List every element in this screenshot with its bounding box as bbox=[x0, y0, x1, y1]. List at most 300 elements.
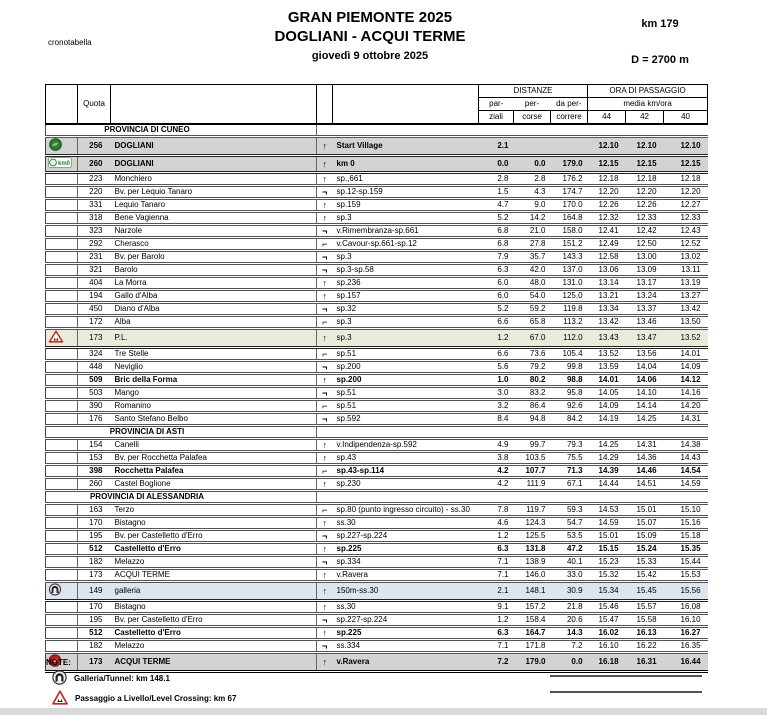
time-42-cell: 15.24 bbox=[626, 543, 664, 556]
dist-dapercorrere-cell bbox=[551, 137, 588, 156]
time-44-cell: 13.52 bbox=[588, 348, 626, 361]
quota-cell: 398 bbox=[78, 465, 111, 478]
dist-parziali-cell: 6.3 bbox=[479, 264, 514, 277]
dist-percorse-cell: 146.0 bbox=[514, 569, 551, 582]
time-42-cell: 15.33 bbox=[626, 556, 664, 569]
location-cell: Diano d'Alba bbox=[111, 303, 317, 316]
road-cell: sp.230 bbox=[333, 478, 479, 491]
dist-dapercorrere-cell: 7.2 bbox=[551, 640, 588, 653]
location-cell: Canelli bbox=[111, 439, 317, 452]
quota-cell: 163 bbox=[78, 504, 111, 517]
dist-parziali-cell: 6.6 bbox=[479, 348, 514, 361]
percorse-header-bottom: corse bbox=[514, 111, 551, 124]
time-42-cell: 14.04 bbox=[626, 361, 664, 374]
timetable-row bbox=[46, 186, 708, 199]
road-cell: sp.159 bbox=[333, 199, 479, 212]
dist-percorse-cell: 83.2 bbox=[514, 387, 551, 400]
dist-parziali-cell: 3.8 bbox=[479, 452, 514, 465]
direction-straight-icon: ↑ bbox=[317, 374, 333, 387]
timetable-row bbox=[46, 225, 708, 238]
time-42-cell: 13.47 bbox=[626, 329, 664, 348]
quota-cell: 503 bbox=[78, 387, 111, 400]
dist-parziali-cell: 6.8 bbox=[479, 238, 514, 251]
dist-percorse-cell: 42.0 bbox=[514, 264, 551, 277]
timetable-row bbox=[46, 627, 708, 640]
dist-parziali-cell: 8.4 bbox=[479, 413, 514, 426]
dist-percorse-cell: 80.2 bbox=[514, 374, 551, 387]
time-42-cell: 14.46 bbox=[626, 465, 664, 478]
start-icon bbox=[46, 137, 78, 156]
time-40-cell: 12.10 bbox=[664, 137, 708, 156]
time-44-cell: 12.58 bbox=[588, 251, 626, 264]
time-44-cell: 15.15 bbox=[588, 543, 626, 556]
dist-dapercorrere-cell: 40.1 bbox=[551, 556, 588, 569]
dist-parziali-cell: 4.2 bbox=[479, 478, 514, 491]
road-cell: Start Village bbox=[333, 137, 479, 156]
dist-percorse-cell: 138.9 bbox=[514, 556, 551, 569]
quota-cell: 172 bbox=[78, 316, 111, 329]
dist-dapercorrere-cell: 105.4 bbox=[551, 348, 588, 361]
dist-percorse-cell: 171.8 bbox=[514, 640, 551, 653]
dist-parziali-cell: 1.2 bbox=[479, 614, 514, 627]
timetable bbox=[45, 84, 708, 673]
speed-42-header: 42 bbox=[626, 111, 664, 124]
time-44-cell: 12.18 bbox=[588, 173, 626, 186]
direction-right-icon: ¬ bbox=[317, 556, 333, 569]
time-42-cell: 13.09 bbox=[626, 264, 664, 277]
quota-cell: 509 bbox=[78, 374, 111, 387]
time-40-cell: 13.27 bbox=[664, 290, 708, 303]
quota-cell: 390 bbox=[78, 400, 111, 413]
location-cell: Alba bbox=[111, 316, 317, 329]
dist-percorse-cell: 148.1 bbox=[514, 582, 551, 601]
title-block bbox=[200, 8, 540, 62]
direction-straight-icon: ↑ bbox=[317, 478, 333, 491]
time-40-cell: 14.01 bbox=[664, 348, 708, 361]
quota-cell: 195 bbox=[78, 530, 111, 543]
dist-parziali-cell: 6.0 bbox=[479, 290, 514, 303]
dist-percorse-cell: 48.0 bbox=[514, 277, 551, 290]
dist-percorse-cell: 157.2 bbox=[514, 601, 551, 614]
time-42-cell: 16.22 bbox=[626, 640, 664, 653]
dist-parziali-cell: 5.2 bbox=[479, 212, 514, 225]
timetable-row bbox=[46, 199, 708, 212]
location-cell: Narzole bbox=[111, 225, 317, 238]
road-cell: km 0 bbox=[333, 156, 479, 173]
quota-cell: 512 bbox=[78, 627, 111, 640]
time-42-cell: 13.24 bbox=[626, 290, 664, 303]
row-icon-cell bbox=[46, 569, 78, 582]
time-42-cell: 14.14 bbox=[626, 400, 664, 413]
direction-left-icon: ⌐ bbox=[317, 465, 333, 478]
parziali-header-top: par- bbox=[479, 98, 514, 111]
dist-parziali-cell: 3.0 bbox=[479, 387, 514, 400]
timetable-row bbox=[46, 277, 708, 290]
dist-parziali-cell: 6.8 bbox=[479, 225, 514, 238]
dist-dapercorrere-cell: 21.8 bbox=[551, 601, 588, 614]
dist-percorse-cell: 59.2 bbox=[514, 303, 551, 316]
time-40-cell: 12.18 bbox=[664, 173, 708, 186]
direction-right-icon: ¬ bbox=[317, 251, 333, 264]
notes-title: NOTE: bbox=[46, 658, 71, 667]
row-icon-cell bbox=[46, 238, 78, 251]
time-44-cell: 15.47 bbox=[588, 614, 626, 627]
location-cell: Rocchetta Palafea bbox=[111, 465, 317, 478]
direction-right-icon: ¬ bbox=[317, 361, 333, 374]
timetable-row bbox=[46, 329, 708, 348]
timetable-row bbox=[46, 173, 708, 186]
dist-dapercorrere-cell: 112.0 bbox=[551, 329, 588, 348]
time-44-cell: 15.46 bbox=[588, 601, 626, 614]
time-44-cell: 13.43 bbox=[588, 329, 626, 348]
road-cell: sp.51 bbox=[333, 400, 479, 413]
direction-right-icon: ¬ bbox=[317, 303, 333, 316]
time-40-cell: 12.43 bbox=[664, 225, 708, 238]
dist-percorse-cell: 94.8 bbox=[514, 413, 551, 426]
direction-right-icon: ¬ bbox=[317, 387, 333, 400]
road-cell: sp.227-sp.224 bbox=[333, 530, 479, 543]
time-44-cell: 13.59 bbox=[588, 361, 626, 374]
time-42-cell: 14.10 bbox=[626, 387, 664, 400]
location-cell: DOGLIANI bbox=[111, 137, 317, 156]
timetable-row bbox=[46, 556, 708, 569]
time-44-cell: 13.42 bbox=[588, 316, 626, 329]
row-icon-cell bbox=[46, 199, 78, 212]
time-40-cell: 15.35 bbox=[664, 543, 708, 556]
location-cell: Bric della Forma bbox=[111, 374, 317, 387]
road-cell: sp.157 bbox=[333, 290, 479, 303]
direction-straight-icon: ↑ bbox=[317, 277, 333, 290]
row-icon-cell bbox=[46, 173, 78, 186]
direction-straight-icon: ↑ bbox=[317, 569, 333, 582]
road-cell: ss.30 bbox=[333, 601, 479, 614]
timetable-row bbox=[46, 361, 708, 374]
time-44-cell: 12.26 bbox=[588, 199, 626, 212]
time-44-cell: 12.15 bbox=[588, 156, 626, 173]
quota-cell: 260 bbox=[78, 478, 111, 491]
time-40-cell: 14.09 bbox=[664, 361, 708, 374]
time-40-cell: 15.44 bbox=[664, 556, 708, 569]
row-icon-cell bbox=[46, 225, 78, 238]
time-44-cell: 12.20 bbox=[588, 186, 626, 199]
dist-dapercorrere-cell: 137.0 bbox=[551, 264, 588, 277]
timetable-row bbox=[46, 640, 708, 653]
direction-right-icon: ¬ bbox=[317, 186, 333, 199]
quota-cell: 323 bbox=[78, 225, 111, 238]
total-distance: km 179 bbox=[641, 18, 679, 30]
time-44-cell: 13.34 bbox=[588, 303, 626, 316]
note-crossing bbox=[52, 690, 236, 707]
location-cell: Castelletto d'Erro bbox=[111, 543, 317, 556]
timetable-row bbox=[46, 387, 708, 400]
road-cell: sp.51 bbox=[333, 387, 479, 400]
row-icon-cell bbox=[46, 186, 78, 199]
time-44-cell: 14.53 bbox=[588, 504, 626, 517]
time-42-cell: 12.18 bbox=[626, 173, 664, 186]
distanze-group-header: DISTANZE bbox=[479, 85, 588, 98]
timetable-row bbox=[46, 582, 708, 601]
dist-percorse-cell bbox=[514, 137, 551, 156]
timetable-row bbox=[46, 439, 708, 452]
row-icon-cell bbox=[46, 556, 78, 569]
dist-dapercorrere-cell: 92.6 bbox=[551, 400, 588, 413]
time-42-cell: 12.33 bbox=[626, 212, 664, 225]
dist-parziali-cell: 4.2 bbox=[479, 465, 514, 478]
direction-right-icon: ¬ bbox=[317, 264, 333, 277]
time-44-cell: 16.02 bbox=[588, 627, 626, 640]
time-40-cell: 12.27 bbox=[664, 199, 708, 212]
row-icon-cell bbox=[46, 316, 78, 329]
dist-dapercorrere-cell: 98.8 bbox=[551, 374, 588, 387]
direction-straight-icon: ↑ bbox=[317, 601, 333, 614]
quota-cell: 182 bbox=[78, 640, 111, 653]
row-icon-cell bbox=[46, 303, 78, 316]
time-44-cell: 14.05 bbox=[588, 387, 626, 400]
location-cell: Melazzo bbox=[111, 640, 317, 653]
time-40-cell: 16.35 bbox=[664, 640, 708, 653]
quota-cell: 324 bbox=[78, 348, 111, 361]
quota-cell: 292 bbox=[78, 238, 111, 251]
direction-straight-icon: ↑ bbox=[317, 212, 333, 225]
crossing-icon bbox=[46, 329, 78, 348]
dist-dapercorrere-cell: 113.2 bbox=[551, 316, 588, 329]
timetable-row bbox=[46, 452, 708, 465]
dist-dapercorrere-cell: 47.2 bbox=[551, 543, 588, 556]
dist-parziali-cell: 6.3 bbox=[479, 543, 514, 556]
direction-right-icon: ¬ bbox=[317, 225, 333, 238]
location-cell: Mango bbox=[111, 387, 317, 400]
quota-cell: 256 bbox=[78, 137, 111, 156]
road-cell: sp.32 bbox=[333, 303, 479, 316]
road-cell: sp.51 bbox=[333, 348, 479, 361]
timetable-row bbox=[46, 212, 708, 225]
dist-dapercorrere-cell: 95.8 bbox=[551, 387, 588, 400]
total-elevation: D = 2700 m bbox=[631, 54, 689, 66]
row-icon-cell bbox=[46, 277, 78, 290]
dist-dapercorrere-cell: 151.2 bbox=[551, 238, 588, 251]
quota-cell: 231 bbox=[78, 251, 111, 264]
road-cell: sp.225 bbox=[333, 543, 479, 556]
direction-straight-icon: ↑ bbox=[317, 627, 333, 640]
direction-straight-icon: ↑ bbox=[317, 517, 333, 530]
dist-dapercorrere-cell: 79.3 bbox=[551, 439, 588, 452]
dist-dapercorrere-cell: 67.1 bbox=[551, 478, 588, 491]
race-title: GRAN PIEMONTE 2025 bbox=[287, 9, 453, 26]
province-section-row bbox=[46, 426, 708, 439]
time-40-cell: 16.10 bbox=[664, 614, 708, 627]
road-cell: sp.3 bbox=[333, 251, 479, 264]
timetable-row bbox=[46, 316, 708, 329]
dist-percorse-cell: 124.3 bbox=[514, 517, 551, 530]
dist-percorse-cell: 158.4 bbox=[514, 614, 551, 627]
dist-percorse-cell: 9.0 bbox=[514, 199, 551, 212]
time-44-cell: 14.19 bbox=[588, 413, 626, 426]
signature-line bbox=[550, 675, 702, 677]
time-42-cell: 15.01 bbox=[626, 504, 664, 517]
dist-parziali-cell: 7.2 bbox=[479, 653, 514, 672]
location-cell: P.L. bbox=[111, 329, 317, 348]
timetable-row bbox=[46, 601, 708, 614]
time-42-cell: 13.56 bbox=[626, 348, 664, 361]
road-cell: v.Ravera bbox=[333, 653, 479, 672]
dist-percorse-cell: 111.9 bbox=[514, 478, 551, 491]
time-40-cell: 16.44 bbox=[664, 653, 708, 672]
time-40-cell: 12.52 bbox=[664, 238, 708, 251]
timetable-row bbox=[46, 290, 708, 303]
signature-line bbox=[550, 691, 702, 693]
row-icon-cell bbox=[46, 517, 78, 530]
location-cell: Melazzo bbox=[111, 556, 317, 569]
dist-dapercorrere-cell: 20.6 bbox=[551, 614, 588, 627]
location-cell: Monchiero bbox=[111, 173, 317, 186]
dist-parziali-cell: 4.6 bbox=[479, 517, 514, 530]
time-40-cell: 16.27 bbox=[664, 627, 708, 640]
time-42-cell: 12.26 bbox=[626, 199, 664, 212]
time-42-cell: 13.17 bbox=[626, 277, 664, 290]
time-44-cell: 13.06 bbox=[588, 264, 626, 277]
road-cell: sp.227-sp.224 bbox=[333, 614, 479, 627]
direction-straight-icon: ↑ bbox=[317, 582, 333, 601]
row-icon-cell bbox=[46, 627, 78, 640]
direction-straight-icon: ↑ bbox=[317, 329, 333, 348]
time-40-cell: 14.12 bbox=[664, 374, 708, 387]
time-44-cell: 14.59 bbox=[588, 517, 626, 530]
row-icon-cell bbox=[46, 614, 78, 627]
time-44-cell: 14.39 bbox=[588, 465, 626, 478]
quota-cell: 223 bbox=[78, 173, 111, 186]
timetable-row bbox=[46, 137, 708, 156]
time-42-cell: 15.58 bbox=[626, 614, 664, 627]
time-40-cell: 12.20 bbox=[664, 186, 708, 199]
row-icon-cell bbox=[46, 348, 78, 361]
time-42-cell: 15.42 bbox=[626, 569, 664, 582]
time-40-cell: 13.52 bbox=[664, 329, 708, 348]
time-40-cell: 14.43 bbox=[664, 452, 708, 465]
province-row-filler bbox=[317, 124, 708, 137]
location-column-header bbox=[111, 85, 317, 124]
road-cell: v.Cavour-sp.661-sp.12 bbox=[333, 238, 479, 251]
dist-parziali-cell: 5.2 bbox=[479, 303, 514, 316]
dist-dapercorrere-cell: 164.8 bbox=[551, 212, 588, 225]
row-icon-cell bbox=[46, 452, 78, 465]
direction-straight-icon: ↑ bbox=[317, 543, 333, 556]
dist-percorse-cell: 14.2 bbox=[514, 212, 551, 225]
direction-straight-icon: ↑ bbox=[317, 290, 333, 303]
row-icon-cell bbox=[46, 251, 78, 264]
dist-parziali-cell: 1.2 bbox=[479, 530, 514, 543]
time-44-cell: 12.41 bbox=[588, 225, 626, 238]
parziali-header-bottom: ziali bbox=[479, 111, 514, 124]
road-cell: sp.12-sp.159 bbox=[333, 186, 479, 199]
road-column-header bbox=[333, 85, 479, 124]
road-cell: 150m-ss.30 bbox=[333, 582, 479, 601]
road-cell: v.Indipendenza-sp.592 bbox=[333, 439, 479, 452]
timetable-row bbox=[46, 413, 708, 426]
doc-label: cronotabella bbox=[48, 38, 92, 47]
direction-straight-icon: ↑ bbox=[317, 653, 333, 672]
location-cell: Bv. per Lequio Tanaro bbox=[111, 186, 317, 199]
time-42-cell: 16.31 bbox=[626, 653, 664, 672]
location-cell: DOGLIANI bbox=[111, 156, 317, 173]
location-cell: Bv. per Castelletto d'Erro bbox=[111, 614, 317, 627]
dist-dapercorrere-cell: 170.0 bbox=[551, 199, 588, 212]
dist-parziali-cell: 7.1 bbox=[479, 556, 514, 569]
timetable-row bbox=[46, 530, 708, 543]
dist-dapercorrere-cell: 54.7 bbox=[551, 517, 588, 530]
timetable-row bbox=[46, 465, 708, 478]
icon-column-header bbox=[46, 85, 78, 124]
quota-cell: 170 bbox=[78, 517, 111, 530]
timetable-row bbox=[46, 264, 708, 277]
dist-percorse-cell: 4.3 bbox=[514, 186, 551, 199]
road-cell: sp.3-sp.58 bbox=[333, 264, 479, 277]
bottom-strip bbox=[0, 708, 767, 715]
time-44-cell: 15.32 bbox=[588, 569, 626, 582]
dist-dapercorrere-cell: 119.8 bbox=[551, 303, 588, 316]
time-42-cell: 14.36 bbox=[626, 452, 664, 465]
road-cell: sp.80 (punto ingresso circuito) - ss.30 bbox=[333, 504, 479, 517]
dist-parziali-cell: 7.9 bbox=[479, 251, 514, 264]
province-section-row bbox=[46, 491, 708, 504]
note-tunnel-text: Galleria/Tunnel: km 148.1 bbox=[74, 674, 170, 683]
row-icon-cell bbox=[46, 504, 78, 517]
table-body bbox=[46, 124, 708, 672]
time-44-cell: 12.49 bbox=[588, 238, 626, 251]
time-40-cell: 12.33 bbox=[664, 212, 708, 225]
road-cell: sp.225 bbox=[333, 627, 479, 640]
province-label: PROVINCIA DI ASTI bbox=[46, 426, 317, 439]
road-cell: v.Rimembranza-sp.661 bbox=[333, 225, 479, 238]
dist-percorse-cell: 125.5 bbox=[514, 530, 551, 543]
dist-parziali-cell: 9.1 bbox=[479, 601, 514, 614]
dist-dapercorrere-cell: 59.3 bbox=[551, 504, 588, 517]
dist-percorse-cell: 103.5 bbox=[514, 452, 551, 465]
percorse-header-top: per- bbox=[514, 98, 551, 111]
dist-percorse-cell: 164.7 bbox=[514, 627, 551, 640]
row-icon-cell bbox=[46, 413, 78, 426]
dist-dapercorrere-cell: 84.2 bbox=[551, 413, 588, 426]
direction-column-header bbox=[317, 85, 333, 124]
dist-parziali-cell: 1.0 bbox=[479, 374, 514, 387]
province-row-filler bbox=[317, 426, 708, 439]
time-44-cell: 14.09 bbox=[588, 400, 626, 413]
time-42-cell: 15.45 bbox=[626, 582, 664, 601]
dist-dapercorrere-cell: 53.5 bbox=[551, 530, 588, 543]
timetable-row bbox=[46, 251, 708, 264]
direction-straight-icon: ↑ bbox=[317, 173, 333, 186]
quota-cell: 331 bbox=[78, 199, 111, 212]
svg-text:km0: km0 bbox=[58, 161, 71, 167]
race-date: giovedì 9 ottobre 2025 bbox=[311, 50, 429, 62]
direction-left-icon: ⌐ bbox=[317, 504, 333, 517]
time-42-cell: 12.20 bbox=[626, 186, 664, 199]
direction-straight-icon: ↑ bbox=[317, 452, 333, 465]
time-40-cell: 14.31 bbox=[664, 413, 708, 426]
road-cell: sp.3 bbox=[333, 212, 479, 225]
time-40-cell: 14.38 bbox=[664, 439, 708, 452]
province-label: PROVINCIA DI CUNEO bbox=[46, 124, 317, 137]
direction-straight-icon: ↑ bbox=[317, 199, 333, 212]
quota-cell: 321 bbox=[78, 264, 111, 277]
row-icon-cell bbox=[46, 530, 78, 543]
location-cell: Castel Boglione bbox=[111, 478, 317, 491]
quota-cell: 450 bbox=[78, 303, 111, 316]
quota-column-header: Quota bbox=[78, 85, 111, 124]
time-40-cell: 16.08 bbox=[664, 601, 708, 614]
timetable-row bbox=[46, 517, 708, 530]
media-header: media km/ora bbox=[588, 98, 708, 111]
quota-cell: 448 bbox=[78, 361, 111, 374]
